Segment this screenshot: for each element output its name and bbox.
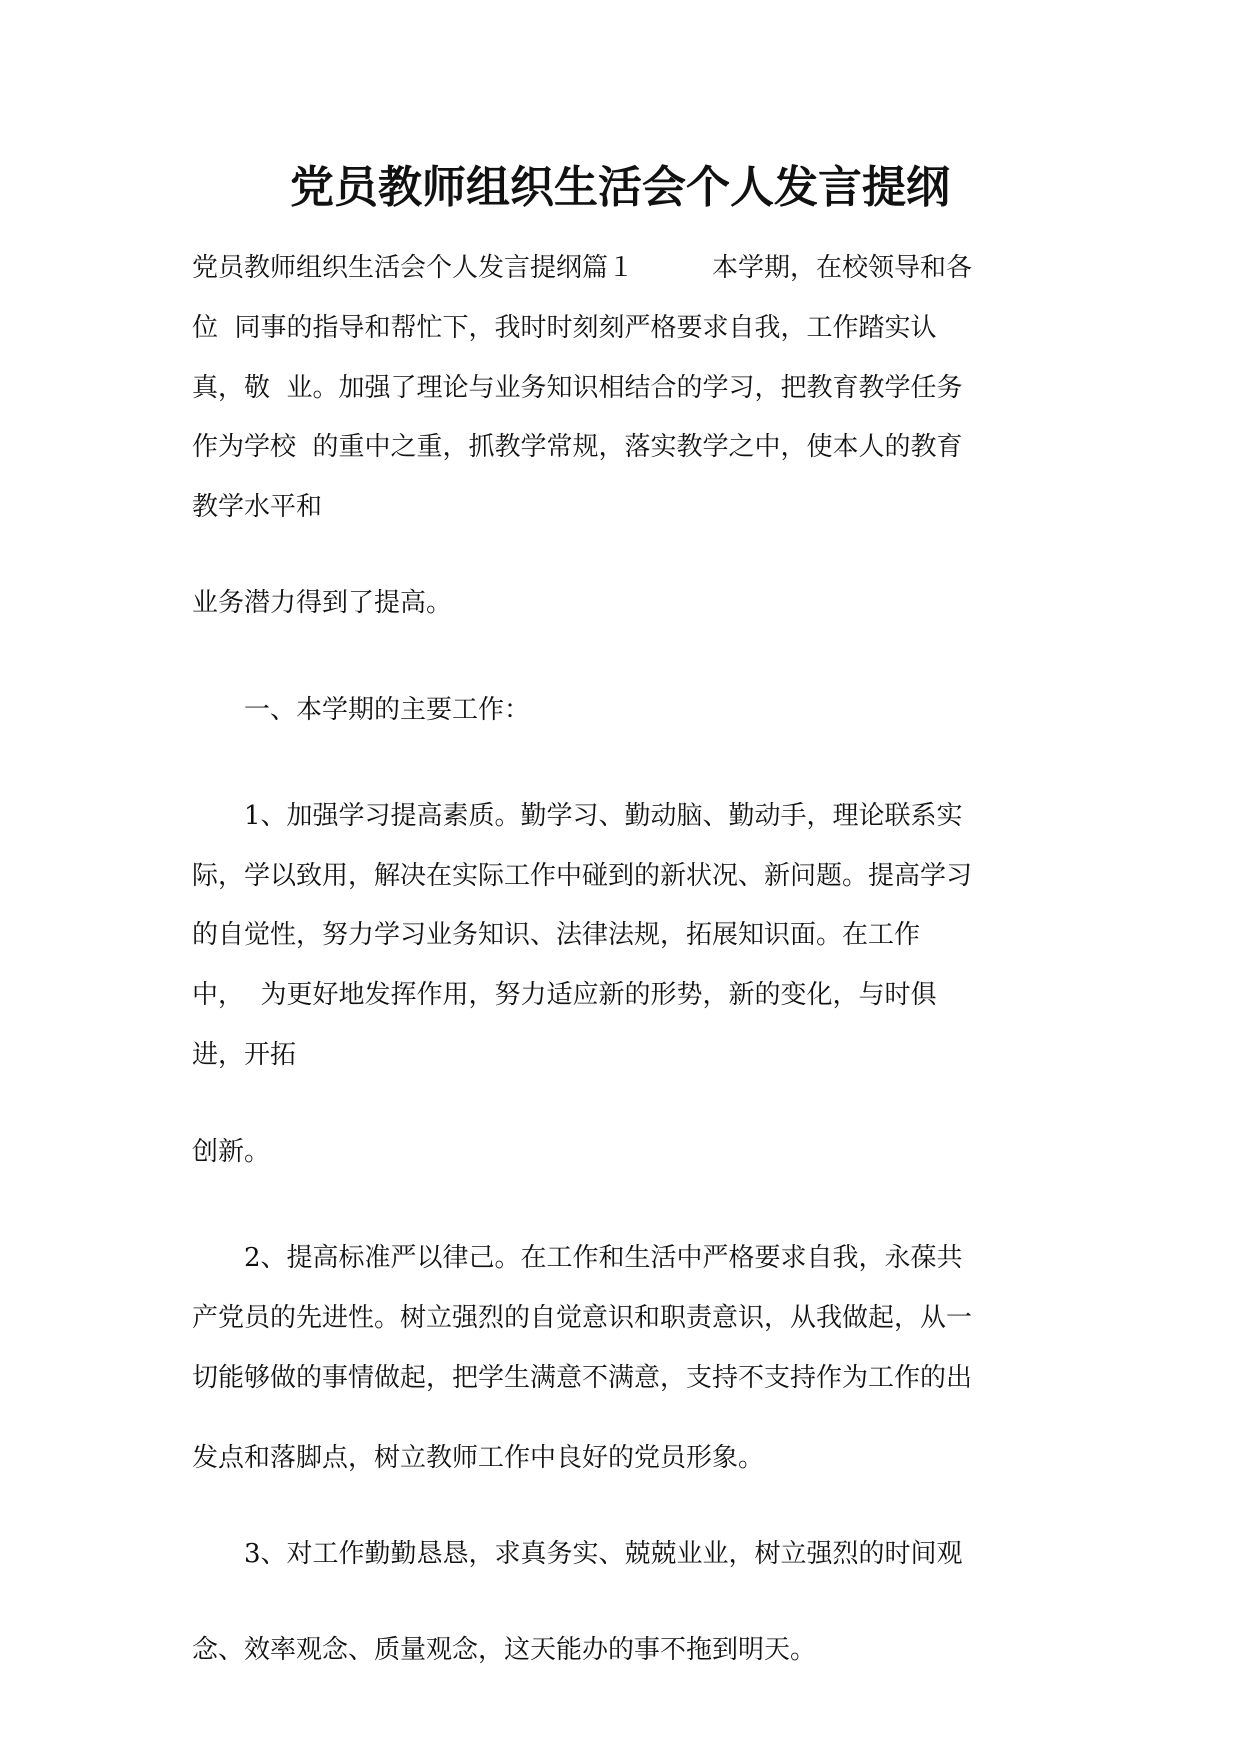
paragraph-line: 发点和落脚点，树立教师工作中良好的党员形象。 <box>192 1443 765 1473</box>
paragraph-line: 作为学校 的重中之重，抓教学常规，落实教学之中，使本人的教育 <box>192 432 963 462</box>
paragraph-line: 真，敬 业。加强了理论与业务知识相结合的学习，把教育教学任务 <box>192 373 963 403</box>
section-heading: 一、本学期的主要工作： <box>192 695 531 725</box>
paragraph-line: 切能够做的事情做起，把学生满意不满意，支持不支持作为工作的出 <box>192 1363 973 1393</box>
paragraph-line: 念、效率观念、质量观念，这天能办的事不拖到明天。 <box>192 1635 817 1665</box>
paragraph-line: 创新。 <box>192 1137 271 1167</box>
paragraph-line: 进，开拓 <box>192 1040 297 1070</box>
paragraph-line: 产党员的先进性。树立强烈的自觉意识和职责意识，从我做起，从一 <box>192 1303 973 1333</box>
paragraph-line: 3、对工作勤勤恳恳，求真务实、兢兢业业，树立强烈的时间观 <box>192 1539 963 1569</box>
document-title: 党员教师组织生活会个人发言提纲 <box>290 162 950 213</box>
paragraph-line: 中， 为更好地发挥作用，努力适应新的形势，新的变化，与时俱 <box>192 980 937 1010</box>
paragraph-line: 教学水平和 <box>192 492 323 522</box>
paragraph-line: 1、加强学习提高素质。勤学习、勤动脑、勤动手，理论联系实 <box>192 801 963 831</box>
paragraph-line: 党员教师组织生活会个人发言提纲篇１ 本学期，在校领导和各 <box>192 253 973 283</box>
paragraph-line: 位 同事的指导和帮忙下，我时时刻刻严格要求自我，工作踏实认 <box>192 313 937 343</box>
paragraph-line: 2、提高标准严以律己。在工作和生活中严格要求自我，永葆共 <box>192 1243 963 1273</box>
paragraph-line: 的自觉性，努力学习业务知识、法律法规，拓展知识面。在工作 <box>192 920 921 950</box>
paragraph-line: 际，学以致用，解决在实际工作中碰到的新状况、新问题。提高学习 <box>192 861 973 891</box>
paragraph-line: 业务潜力得到了提高。 <box>192 588 453 618</box>
